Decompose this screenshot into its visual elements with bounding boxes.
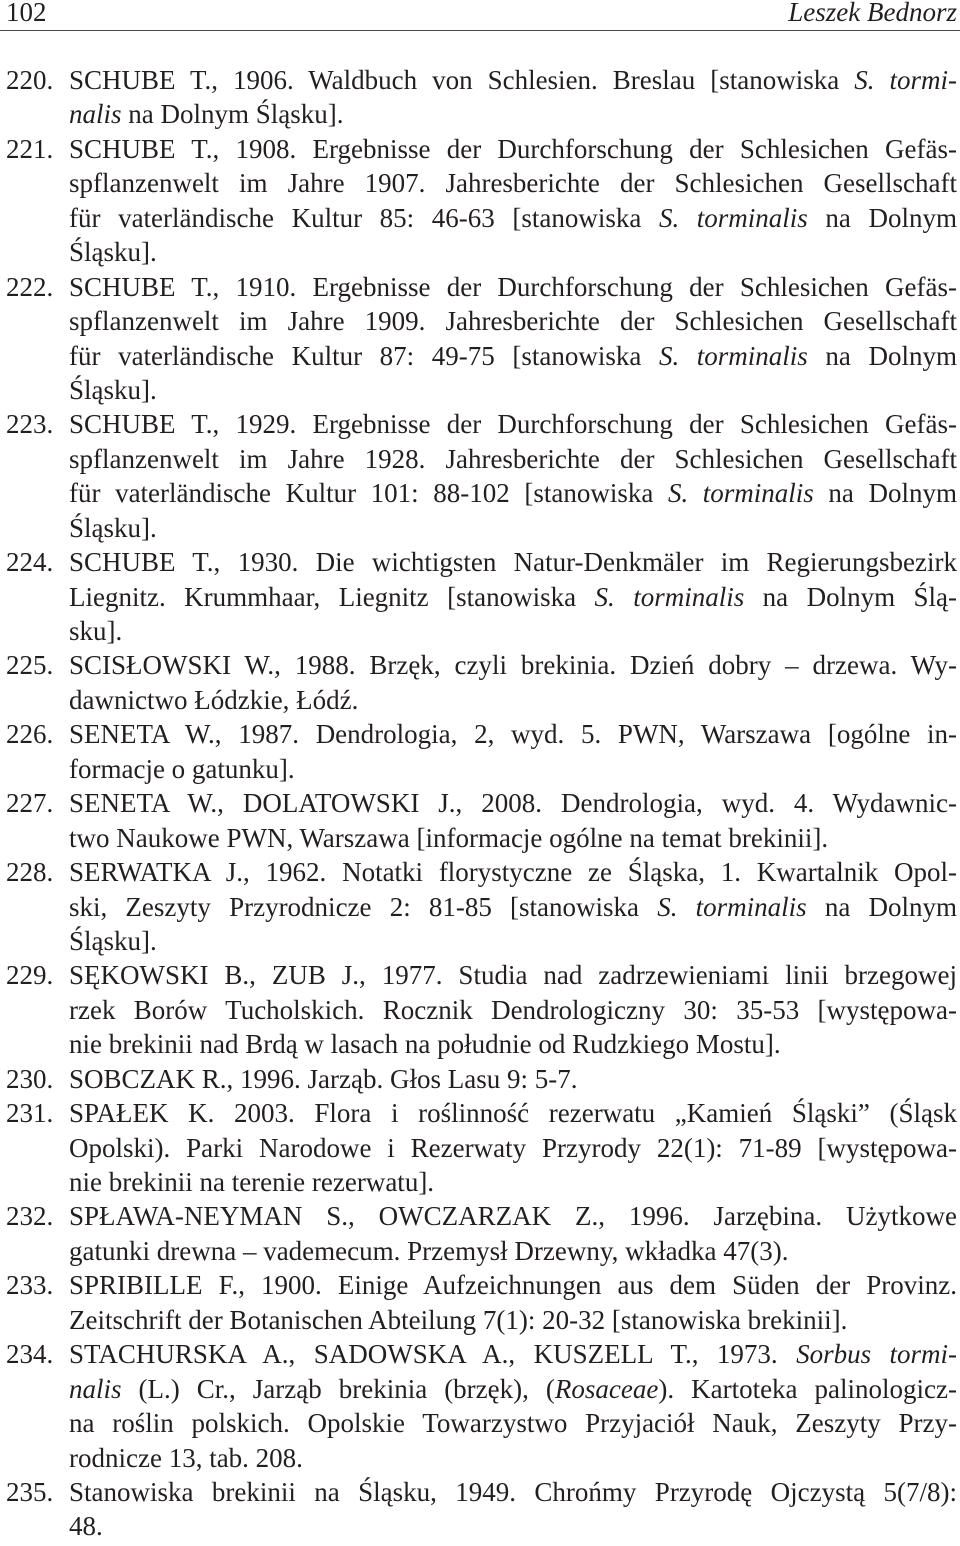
reference-entry <box>0 63 960 132</box>
reference-entry <box>0 1337 960 1475</box>
reference-entry <box>0 1062 960 1096</box>
reference-text: SCHUBE T., 1930. Die wichtigsten Natur-Denkmäler im Regierungsbezirk <box>69 547 957 578</box>
reference-line <box>69 924 957 958</box>
reference-number: 231. <box>6 1098 54 1129</box>
reference-line <box>69 752 957 786</box>
reference-text: Śląsku]. <box>69 374 157 405</box>
reference-text: rzek Borów Tucholskich. Rocznik Dendrologiczny 30: 35-53 [występowa- <box>69 994 957 1025</box>
reference-line <box>69 1509 957 1543</box>
reference-number: 235. <box>6 1476 54 1507</box>
reference-number: 233. <box>6 1270 54 1301</box>
reference-entry <box>0 958 960 1061</box>
reference-line <box>69 1337 957 1371</box>
reference-number: 227. <box>6 788 54 819</box>
reference-line <box>69 442 957 476</box>
reference-line <box>69 132 957 166</box>
reference-entry <box>0 1268 960 1337</box>
reference-line <box>69 304 957 338</box>
reference-number: 232. <box>6 1201 54 1232</box>
reference-entry <box>0 1199 960 1268</box>
reference-text: SCHUBE T., 1929. Ergebnisse der Durchforschung der Schlesichen Gefäs- <box>69 409 957 440</box>
reference-text: SPAŁEK K. 2003. Flora i roślinność rezerwatu „Kamień Śląski” (Śląsk <box>69 1098 957 1129</box>
reference-number: 221. <box>6 133 54 164</box>
reference-text-italic: S. torminalis <box>657 891 807 922</box>
reference-line <box>69 786 957 820</box>
reference-text: Śląsku]. <box>69 512 157 543</box>
reference-entry <box>0 648 960 717</box>
reference-line <box>69 1406 957 1440</box>
reference-entry <box>0 717 960 786</box>
reference-text: two Naukowe PWN, Warszawa [informacje ogólne na temat brekinii]. <box>69 822 829 853</box>
running-head-author: Leszek Bednorz <box>788 0 957 27</box>
reference-text: na roślin polskich. Opolskie Towarzystwo Przyjaciół Nauk, Zeszyty Przy- <box>69 1408 957 1439</box>
reference-text: SPRIBILLE F., 1900. Einige Aufzeichnungen aus dem Süden der Provinz. <box>69 1270 957 1301</box>
reference-line <box>69 648 957 682</box>
reference-text: 48. <box>69 1511 103 1542</box>
reference-text-italic: S. tormi- <box>854 65 957 95</box>
reference-line <box>69 1268 957 1302</box>
reference-text: SENETA W., DOLATOWSKI J., 2008. Dendrologia, wyd. 4. Wydawnic- <box>69 788 957 819</box>
reference-text: SERWATKA J., 1962. Notatki florystyczne ze Śląska, 1. Kwartalnik Opol- <box>69 857 957 888</box>
reference-text: ). Kartoteka palinologicz- <box>658 1373 957 1404</box>
reference-text: Opolski). Parki Narodowe i Rezerwaty Przyrody 22(1): 71-89 [występowa- <box>69 1132 957 1163</box>
reference-number: 226. <box>6 719 54 750</box>
reference-text: na Dolnym <box>807 202 957 233</box>
reference-number: 220. <box>6 65 54 95</box>
reference-text-italic: S. torminalis <box>667 478 814 509</box>
reference-text: na Dolnym Śląsku]. <box>121 99 344 130</box>
reference-text-italic: S. torminalis <box>658 340 808 371</box>
reference-line <box>69 63 957 97</box>
reference-list <box>0 63 960 1544</box>
reference-entry <box>0 132 960 270</box>
reference-text: spflanzenwelt im Jahre 1909. Jahresberichte der Schlesichen Gesellschaft <box>69 306 957 337</box>
reference-text: SPŁAWA-NEYMAN S., OWCZARZAK Z., 1996. Jarzębina. Użytkowe <box>69 1201 957 1232</box>
reference-text: na Dolnym <box>806 891 957 922</box>
page-number: 102 <box>6 0 47 27</box>
reference-number: 222. <box>6 271 54 302</box>
reference-text: nie brekinii na terenie rezerwatu]. <box>69 1167 435 1197</box>
reference-line <box>69 993 957 1027</box>
reference-text: dawnictwo Łódzkie, Łódź. <box>69 684 359 715</box>
reference-number: 234. <box>6 1339 54 1370</box>
reference-number: 223. <box>6 409 54 440</box>
reference-text: na Dolnym <box>807 340 957 371</box>
reference-text: SCHUBE T., 1908. Ergebnisse der Durchforschung der Schlesichen Gefäs- <box>69 133 957 164</box>
reference-line <box>69 407 957 441</box>
reference-text-italic: Sorbus tormi- <box>796 1339 958 1370</box>
reference-line <box>69 1131 957 1165</box>
reference-entry <box>0 1096 960 1199</box>
reference-text: Liegnitz. Krummhaar, Liegnitz [stanowiska <box>69 581 595 612</box>
reference-text: SCISŁOWSKI W., 1988. Brzęk, czyli brekinia. Dzień dobry – drzewa. Wy- <box>69 650 957 681</box>
reference-line <box>69 1027 957 1061</box>
reference-line <box>69 511 957 545</box>
reference-line <box>69 201 957 235</box>
reference-number: 224. <box>6 547 54 578</box>
reference-text: STACHURSKA A., SADOWSKA A., KUSZELL T., 1973. <box>69 1339 797 1370</box>
reference-line <box>69 1062 957 1096</box>
reference-text: SĘKOWSKI B., ZUB J., 1977. Studia nad zadrzewieniami linii brzegowej <box>69 960 957 991</box>
reference-text: SOBCZAK R., 1996. Jarząb. Głos Lasu 9: 5-7. <box>69 1063 578 1094</box>
reference-line <box>69 97 957 131</box>
reference-text: für vaterländische Kultur 101: 88-102 [stanowiska <box>69 478 668 509</box>
reference-number: 229. <box>6 960 54 991</box>
reference-text: sku]. <box>69 616 123 646</box>
reference-line <box>69 683 957 717</box>
reference-line <box>69 855 957 889</box>
reference-text: für vaterländische Kultur 85: 46-63 [stanowiska <box>69 202 659 233</box>
reference-line <box>69 235 957 269</box>
reference-entry <box>0 786 960 855</box>
reference-text: SCHUBE T., 1906. Waldbuch von Schlesien. Breslau [stanowiska <box>69 65 855 95</box>
reference-text: Śląsku]. <box>69 925 157 956</box>
reference-line <box>69 1096 957 1130</box>
reference-text: Śląsku]. <box>69 237 157 268</box>
reference-entry <box>0 545 960 648</box>
reference-line <box>69 545 957 579</box>
reference-line <box>69 1475 957 1509</box>
reference-line <box>69 1199 957 1233</box>
reference-text-italic: S. torminalis <box>658 202 808 233</box>
reference-text: Stanowiska brekinii na Śląsku, 1949. Chrońmy Przyrodę Ojczystą 5(7/8): <box>69 1476 957 1507</box>
reference-line <box>69 717 957 751</box>
reference-line <box>69 1303 957 1337</box>
reference-text: SCHUBE T., 1910. Ergebnisse der Durchforschung der Schlesichen Gefäs- <box>69 271 957 302</box>
reference-number: 230. <box>6 1063 54 1094</box>
reference-entry <box>0 855 960 958</box>
reference-entry <box>0 270 960 408</box>
reference-text-italic: Rosaceae <box>554 1373 659 1404</box>
reference-line <box>69 339 957 373</box>
reference-text: gatunki drewna – vademecum. Przemysł Drzewny, wkładka 47(3). <box>69 1235 789 1266</box>
running-head <box>0 0 960 27</box>
reference-text: spflanzenwelt im Jahre 1928. Jahresberichte der Schlesichen Gesellschaft <box>69 443 957 474</box>
reference-line <box>69 476 957 510</box>
reference-text: na Dolnym <box>813 478 957 509</box>
reference-text: SENETA W., 1987. Dendrologia, 2, wyd. 5. PWN, Warszawa [ogólne in- <box>69 719 957 750</box>
reference-number: 225. <box>6 650 54 681</box>
reference-line <box>69 166 957 200</box>
reference-line <box>69 821 957 855</box>
reference-text-italic: nalis <box>69 99 122 130</box>
reference-line <box>69 270 957 304</box>
reference-text: na Dolnym Ślą- <box>744 581 957 612</box>
reference-text: nie brekinii nad Brdą w lasach na południe od Rudzkiego Mostu]. <box>69 1029 781 1060</box>
reference-text: formacje o gatunku]. <box>69 753 295 784</box>
reference-line <box>69 1165 957 1199</box>
reference-line <box>69 1234 957 1268</box>
reference-text-italic: nalis <box>69 1373 122 1404</box>
reference-number: 228. <box>6 857 54 888</box>
reference-text: ski, Zeszyty Przyrodnicze 2: 81-85 [stanowiska <box>69 891 658 922</box>
reference-line <box>69 958 957 992</box>
reference-entry <box>0 1475 960 1544</box>
reference-text: Zeitschrift der Botanischen Abteilung 7(1): 20-32 [stanowiska brekinii]. <box>69 1304 848 1335</box>
reference-line <box>69 890 957 924</box>
reference-entry <box>0 407 960 545</box>
reference-text: spflanzenwelt im Jahre 1907. Jahresberichte der Schlesichen Gesellschaft <box>69 168 957 199</box>
reference-line <box>69 1372 957 1406</box>
reference-text: (L.) Cr., Jarząb brekinia (brzęk), ( <box>121 1373 555 1404</box>
reference-text: rodnicze 13, tab. 208. <box>69 1442 303 1473</box>
reference-text: für vaterländische Kultur 87: 49-75 [stanowiska <box>69 340 659 371</box>
reference-line <box>69 580 957 614</box>
reference-line <box>69 614 957 648</box>
reference-line <box>69 373 957 407</box>
reference-text-italic: S. torminalis <box>594 581 745 612</box>
header-rule <box>0 30 960 31</box>
reference-line <box>69 1441 957 1475</box>
